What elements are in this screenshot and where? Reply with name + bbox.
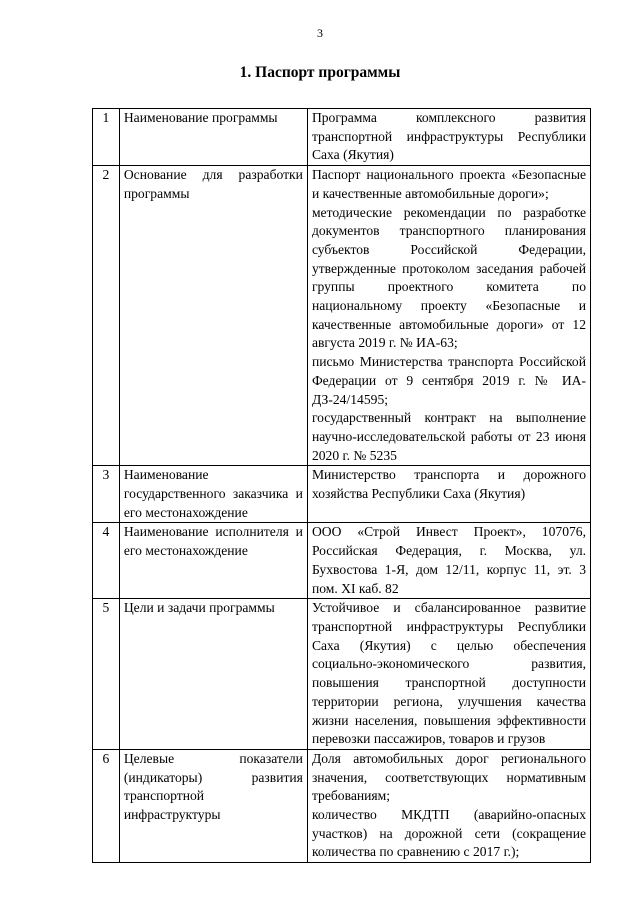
- row-value: [307, 109, 590, 166]
- table-row: [93, 166, 591, 466]
- row-name: Наименование государственного заказчика и его местонахождение: [119, 466, 307, 523]
- value-paragraph: Доля автомобильных дорог регионального значения, соответствующих нормативным требованиям;: [311, 750, 586, 804]
- row-name: Целевые показатели (индикаторы) развития транспортной инфраструктуры: [119, 749, 307, 862]
- value-paragraph: Программа комплексного развития транспортной инфраструктуры Республики Саха (Якутия): [311, 110, 586, 163]
- value-paragraph: методические рекомендации по разработке документов транспортного планирования субъектов Российской Федерации, утвержденные протоколом заседания рабочей группы проектного комитета по национальному проекту «Безопасные и качественные автомобильные дороги» от 12 августа 2019 г. № ИА-63;: [311, 204, 586, 351]
- row-value: [307, 466, 590, 523]
- row-number: 5: [93, 599, 120, 750]
- value-paragraph: Устойчивое и сбалансированное развитие транспортной инфраструктуры Республики Саха (Якутия) с целью обеспечения социально-экономического развития, повышения транспортной доступности территории региона, улучшения качества жизни населения, повышения эффективности перевозки пассажиров, товаров и грузов: [311, 600, 586, 747]
- table-row: [93, 749, 591, 862]
- row-value: [307, 166, 590, 466]
- row-name: Цели и задачи программы: [119, 599, 307, 750]
- value-paragraph: Паспорт национального проекта «Безопасные и качественные автомобильные дороги»;: [311, 167, 586, 201]
- value-paragraph: государственный контракт на выполнение научно-исследовательской работы от 23 июня 2020 г. № 5235: [311, 410, 586, 463]
- row-value: [307, 749, 590, 862]
- table-row: [93, 109, 591, 166]
- row-value: [307, 523, 590, 599]
- row-value: [307, 599, 590, 750]
- row-name: Наименование исполнителя и его местонахождение: [119, 523, 307, 599]
- program-passport-table: [92, 108, 591, 863]
- value-paragraph: Министерство транспорта и дорожного хозяйства Республики Саха (Якутия): [311, 467, 586, 502]
- table-row: [93, 599, 591, 750]
- page-number: 3: [317, 26, 323, 40]
- row-name: Основание для разработки программы: [119, 166, 307, 466]
- value-paragraph: количество МКДТП (аварийно-опасных участков) на дорожной сети (сокращение количества по сравнению с 2017 г.);: [311, 807, 586, 860]
- page-title: 1. Паспорт программы: [239, 64, 401, 81]
- row-number: 3: [93, 466, 120, 523]
- value-paragraph: письмо Министерства транспорта Российской Федерации от 9 сентября 2019 г. № ИА-ДЗ-24/14595;: [311, 354, 586, 407]
- row-number: 2: [93, 166, 120, 466]
- row-number: 6: [93, 749, 120, 862]
- table-row: [93, 466, 591, 523]
- table-row: [93, 523, 591, 599]
- row-name: Наименование программы: [119, 109, 307, 166]
- value-paragraph: ООО «Строй Инвест Проект», 107076, Российская Федерация, г. Москва, ул. Бухвостова 1-Я, дом 12/11, корпус 11, эт. 3 пом. XI каб. 82: [311, 524, 586, 596]
- row-number: 1: [93, 109, 120, 166]
- row-number: 4: [93, 523, 120, 599]
